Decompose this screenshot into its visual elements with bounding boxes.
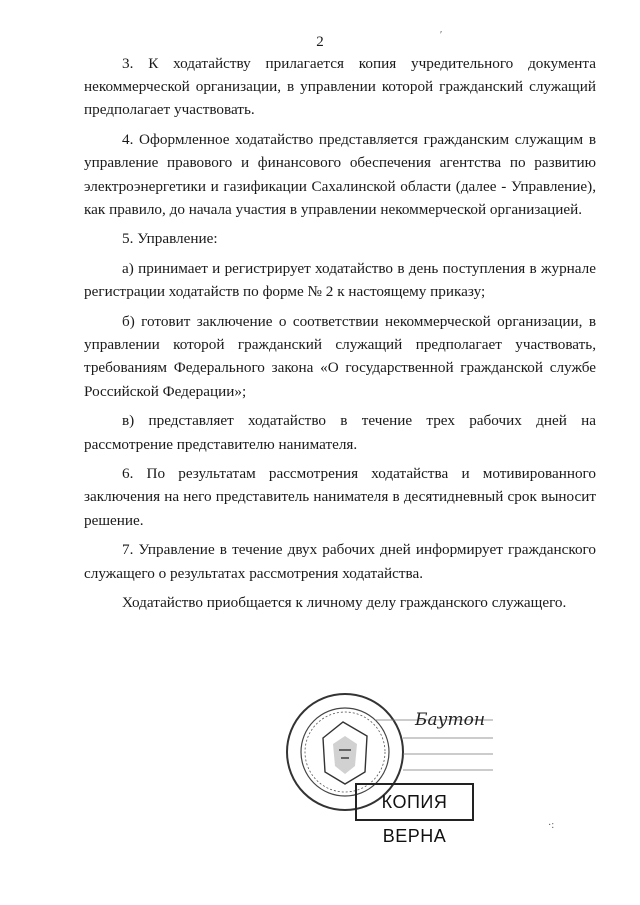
- paragraph-final: Ходатайство приобщается к личному делу гражданского служащего.: [122, 594, 567, 612]
- paragraph-5a: а) принимает и регистрирует ходатайство в день поступления в журнале регистрации ходатайств по форме № 2 к настоящему приказу;: [84, 260, 596, 301]
- paragraph-5: 5. Управление:: [122, 230, 218, 248]
- paragraph-4: 4. Оформленное ходатайство представляется гражданским служащим в управление правового и финансового обеспечения агентства по развитию электроэнергетики и газификации Сахалинской области (далее - Управление), как правило, до начала участия в управлении некоммерческой организацией.: [84, 131, 596, 218]
- document-body: [84, 52, 596, 621]
- signature: Баутон: [415, 710, 486, 730]
- paragraph-5c: в) представляет ходатайство в течение трех рабочих дней на рассмотрение представителю нанимателя.: [84, 412, 596, 453]
- paragraph-6: 6. По результатам рассмотрения ходатайства и мотивированного заключения на него представитель нанимателя в десятидневный срок выносит решение.: [84, 465, 596, 529]
- page-number: 2: [316, 34, 324, 50]
- scan-speck: ·:: [548, 820, 555, 831]
- paragraph-5b: б) готовит заключение о соответствии некоммерческой организации, в управлении которой гражданский служащий предполагает участвовать, требованиям Федерального закона «О государственной гражданской службе Российской Федерации»;: [84, 313, 596, 400]
- scan-speck: ′: [440, 30, 443, 41]
- paragraph-3: 3. К ходатайству прилагается копия учредительного документа некоммерческой организации, в управлении которой гражданский служащий предполагает участвовать.: [84, 55, 596, 119]
- paragraph-7: 7. Управление в течение двух рабочих дней информирует гражданского служащего о результатах рассмотрения ходатайства.: [84, 541, 596, 582]
- copy-verified-stamp: КОПИЯ ВЕРНА: [355, 783, 474, 821]
